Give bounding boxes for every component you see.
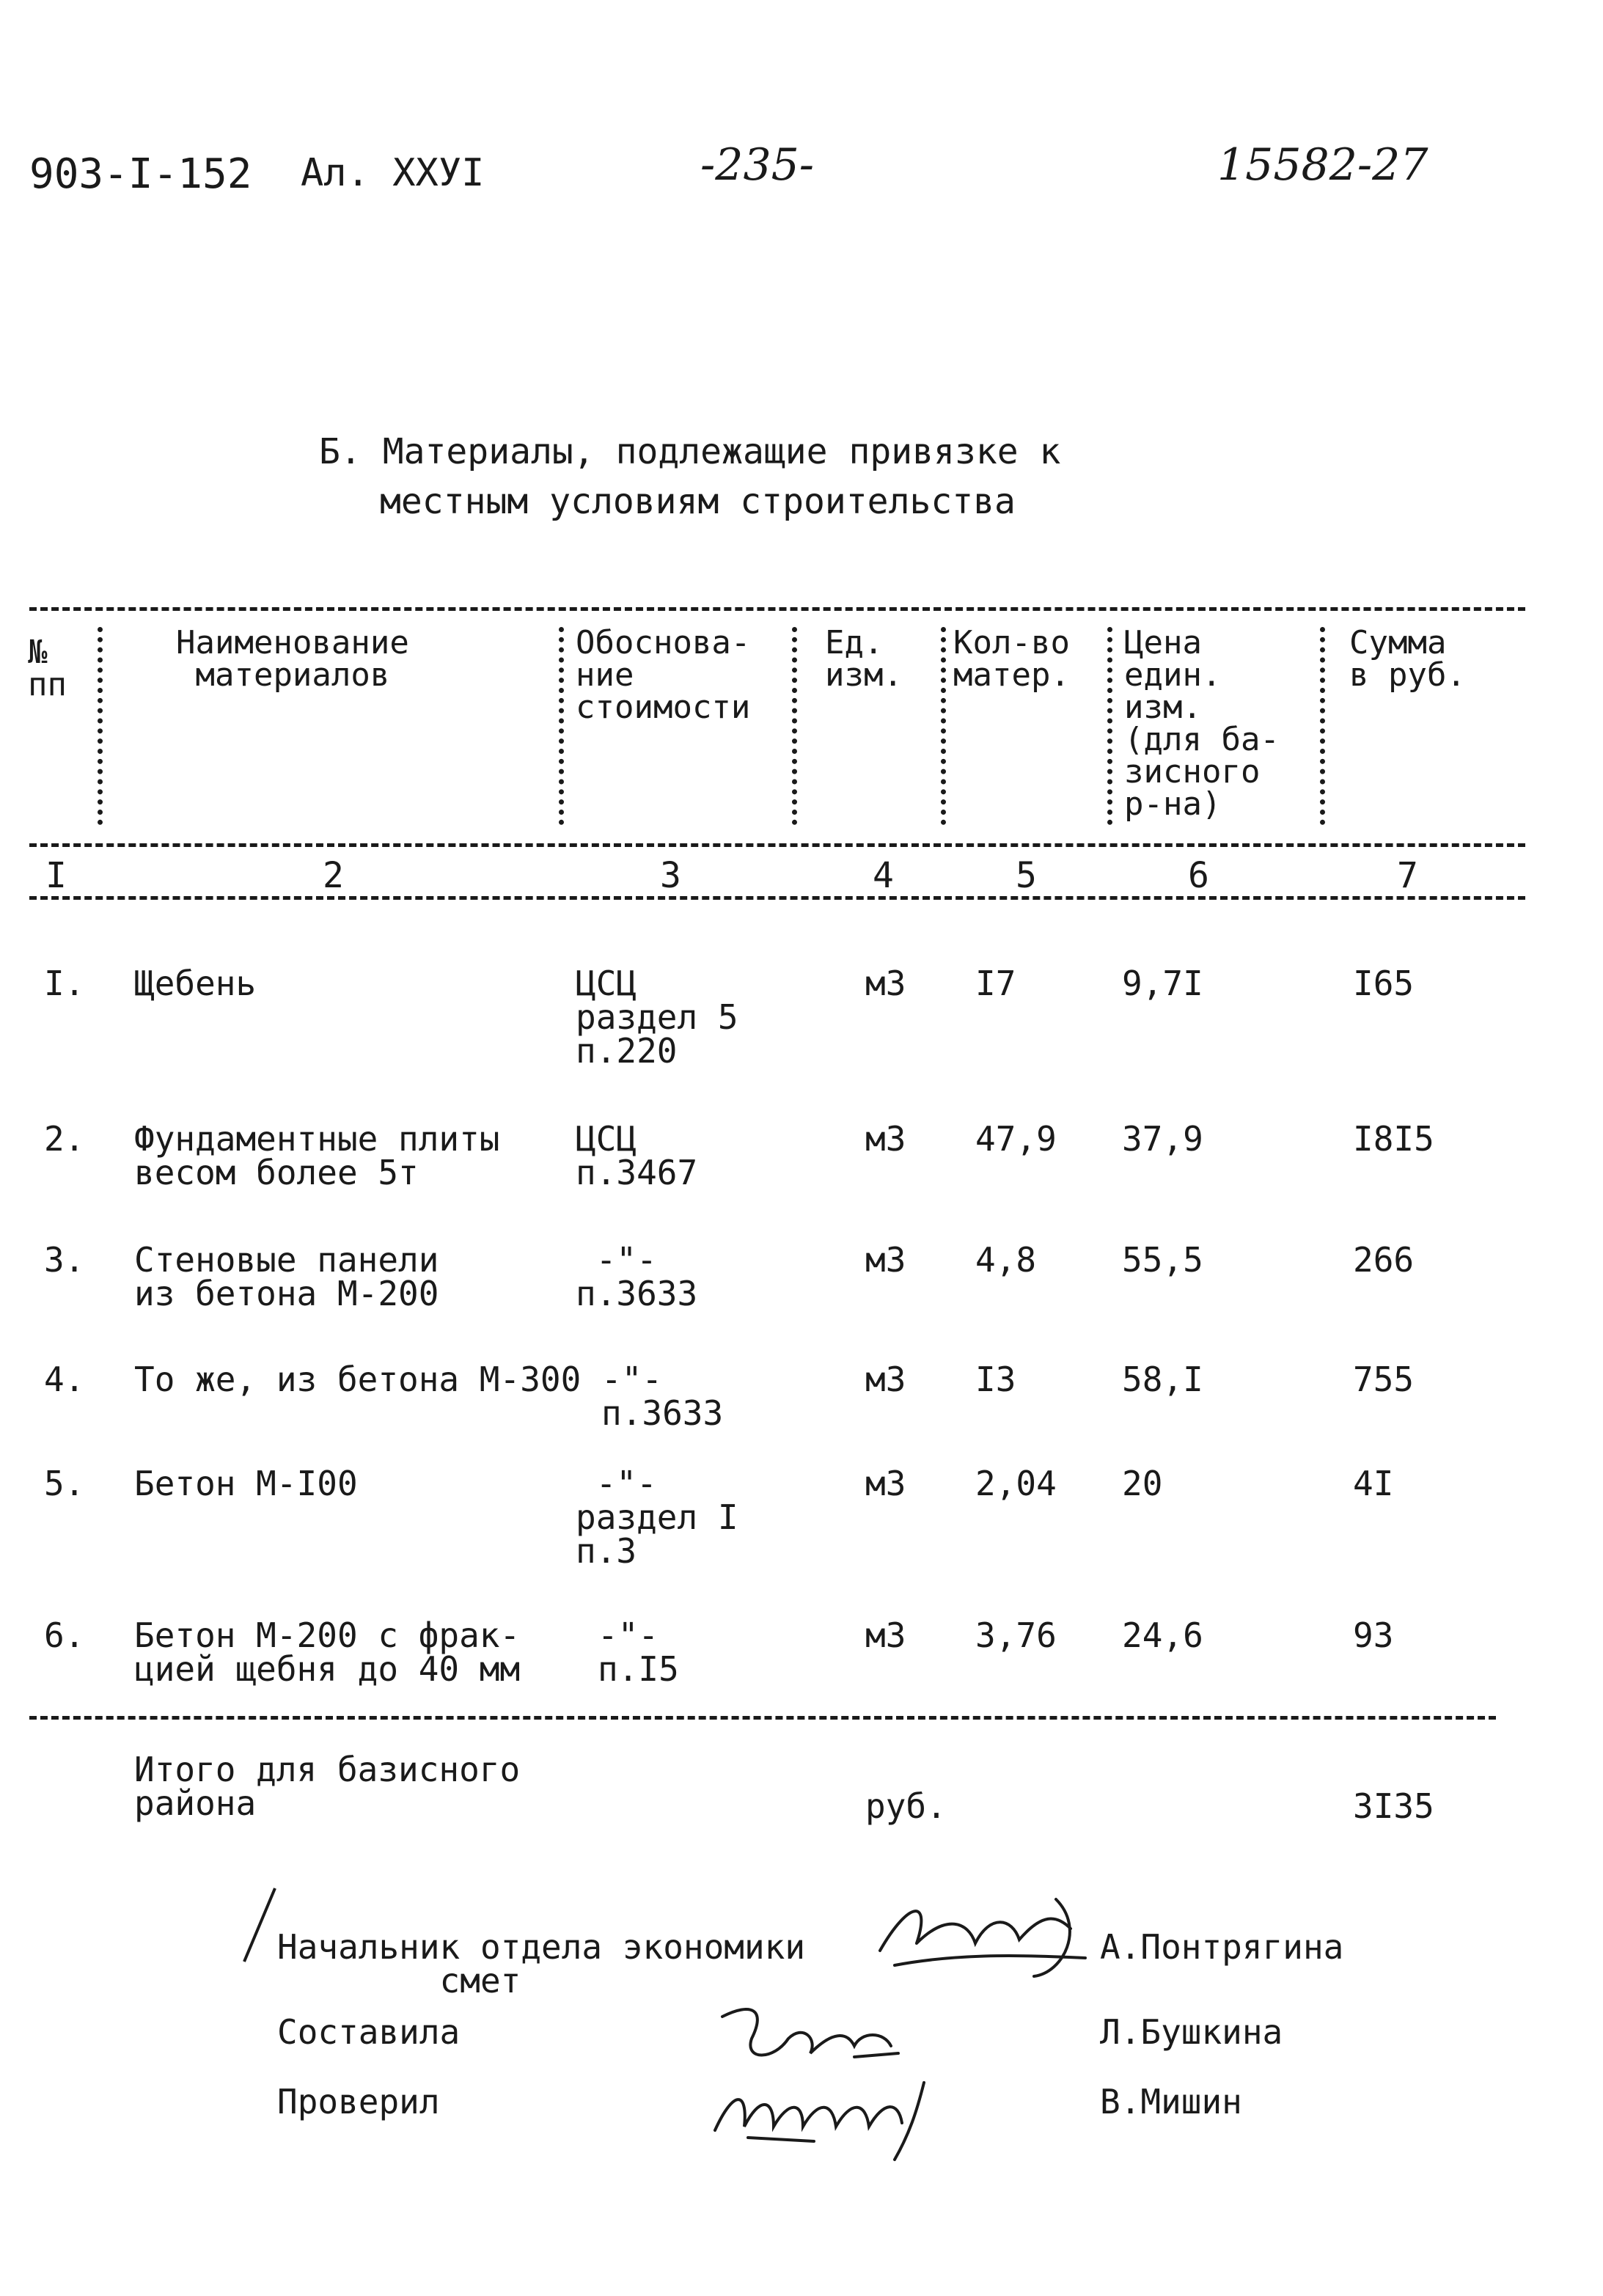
sum: 266 bbox=[1353, 1240, 1415, 1280]
total-unit: руб. bbox=[865, 1786, 947, 1826]
column-number: 2 bbox=[323, 855, 344, 896]
column-header-unit: Ед. изм. bbox=[825, 624, 903, 694]
material-name: То же, из бетона М-300 bbox=[134, 1360, 582, 1399]
quantity: 3,76 bbox=[975, 1615, 1057, 1655]
total-label: Итого для базисного района bbox=[134, 1750, 521, 1823]
column-number: 6 bbox=[1188, 855, 1209, 896]
cost-basis: -"- раздел I п.3 bbox=[576, 1464, 738, 1571]
unit: м3 bbox=[865, 1119, 906, 1159]
total-sum: 3I35 bbox=[1353, 1786, 1434, 1826]
section-title-line-2: местным условиям строительства bbox=[380, 481, 1016, 522]
sum: I65 bbox=[1353, 964, 1415, 1003]
material-name: Щебень bbox=[134, 964, 257, 1003]
sum: I8I5 bbox=[1353, 1119, 1434, 1159]
column-header-number: № пп bbox=[28, 634, 67, 703]
unit: м3 bbox=[865, 1360, 906, 1399]
unit-price: 55,5 bbox=[1122, 1240, 1203, 1280]
column-separator bbox=[1320, 627, 1325, 825]
handwritten-signature-3 bbox=[704, 2068, 953, 2163]
unit-price: 20 bbox=[1122, 1464, 1163, 1503]
material-name: Бетон М-I00 bbox=[134, 1464, 358, 1503]
column-header-sum: Сумма в руб. bbox=[1349, 624, 1466, 694]
column-header-basis: Обоснова- ние стоимости bbox=[576, 624, 751, 726]
album-number: Ал. XXУI bbox=[301, 151, 485, 195]
material-name: Бетон М-200 с фрак- цией щебня до 40 мм bbox=[134, 1615, 521, 1689]
quantity: 47,9 bbox=[975, 1119, 1057, 1159]
column-number: 4 bbox=[873, 855, 894, 896]
unit-price: 37,9 bbox=[1122, 1119, 1203, 1159]
column-header-name: Наименование материалов bbox=[176, 624, 409, 694]
cost-basis: -"- п.I5 bbox=[598, 1615, 679, 1689]
table-top-rule bbox=[29, 607, 1525, 611]
unit: м3 bbox=[865, 964, 906, 1003]
row-number: 5. bbox=[44, 1464, 85, 1503]
unit-price: 24,6 bbox=[1122, 1615, 1203, 1655]
section-title-line-1: Б. Материалы, подлежащие привязке к bbox=[319, 431, 1061, 472]
quantity: 2,04 bbox=[975, 1464, 1057, 1503]
column-header-unit-price: Цена един. изм. (для ба- зисного р-на) bbox=[1124, 624, 1280, 823]
handwritten-signature-1 bbox=[865, 1885, 1107, 1987]
slash-mark bbox=[238, 1885, 282, 1965]
quantity: I7 bbox=[975, 964, 1016, 1003]
row-number: 3. bbox=[44, 1240, 85, 1280]
unit: м3 bbox=[865, 1615, 906, 1655]
table-total-rule bbox=[29, 1716, 1496, 1720]
column-number: 5 bbox=[1016, 855, 1037, 896]
cost-basis: -"- п.3633 bbox=[576, 1240, 698, 1313]
archive-number: 15582-27 bbox=[1217, 139, 1428, 191]
column-separator bbox=[792, 627, 797, 825]
signatory-name-head: А.Понтрягина bbox=[1100, 1927, 1344, 1967]
document-code: 903-I-152 bbox=[29, 150, 252, 198]
sum: 4I bbox=[1353, 1464, 1394, 1503]
signatory-name-compiled: Л.Бушкина bbox=[1100, 2012, 1283, 2052]
row-number: 4. bbox=[44, 1360, 85, 1399]
material-name: Фундаментные плиты весом более 5т bbox=[134, 1119, 500, 1192]
page-number: -235- bbox=[700, 139, 815, 191]
signatory-role-head: Начальник отдела экономики смет bbox=[277, 1927, 806, 2000]
column-number: I bbox=[45, 855, 67, 896]
column-separator bbox=[1107, 627, 1112, 825]
unit-price: 58,I bbox=[1122, 1360, 1203, 1399]
sum: 755 bbox=[1353, 1360, 1415, 1399]
table-colnum-rule bbox=[29, 896, 1525, 900]
column-separator bbox=[941, 627, 946, 825]
sum: 93 bbox=[1353, 1615, 1394, 1655]
signatory-role-checked: Проверил bbox=[277, 2082, 440, 2121]
column-number: 3 bbox=[660, 855, 681, 896]
column-separator bbox=[559, 627, 564, 825]
row-number: I. bbox=[44, 964, 85, 1003]
material-name: Стеновые панели из бетона М-200 bbox=[134, 1240, 439, 1313]
cost-basis: ЦСЦ раздел 5 п.220 bbox=[576, 964, 738, 1071]
row-number: 6. bbox=[44, 1615, 85, 1655]
table-header-rule bbox=[29, 843, 1525, 847]
quantity: 4,8 bbox=[975, 1240, 1037, 1280]
unit-price: 9,7I bbox=[1122, 964, 1203, 1003]
signatory-name-checked: В.Мишин bbox=[1100, 2082, 1242, 2121]
column-number: 7 bbox=[1397, 855, 1418, 896]
unit: м3 bbox=[865, 1464, 906, 1503]
row-number: 2. bbox=[44, 1119, 85, 1159]
column-header-quantity: Кол-во матер. bbox=[953, 624, 1070, 694]
quantity: I3 bbox=[975, 1360, 1016, 1399]
signatory-role-compiled: Составила bbox=[277, 2012, 461, 2052]
cost-basis: ЦСЦ п.3467 bbox=[576, 1119, 698, 1192]
unit: м3 bbox=[865, 1240, 906, 1280]
cost-basis: -"- п.3633 bbox=[601, 1360, 724, 1433]
column-separator bbox=[98, 627, 103, 825]
